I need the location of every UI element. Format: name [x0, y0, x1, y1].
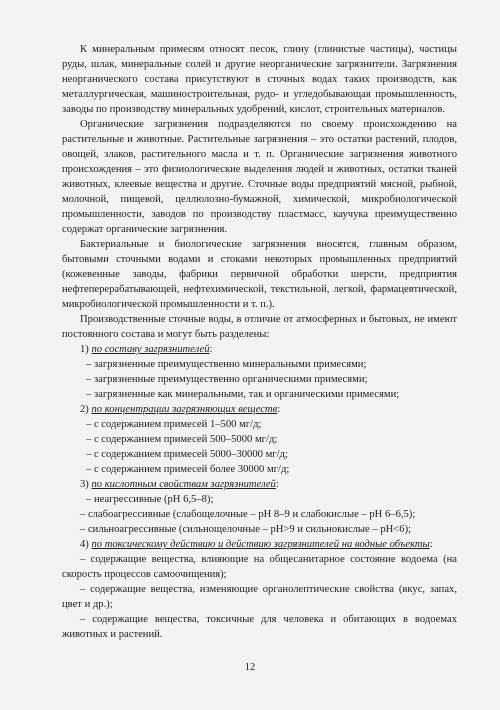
paragraph-industrial: Производственные сточные воды, в отличие от атмосферных и бытовых, не имеют постоянного состава и могут быть разделены: [62, 314, 457, 340]
list-item: – содержащие вещества, влияющие на общесанитарное состояние водоема (на скорость процессов самоочищения); [62, 554, 457, 580]
page-body [62, 42, 457, 642]
list-item: – неагрессивные (pH 6,5–8); [86, 494, 214, 505]
list-item: – слабоагрессивные (слабощелочные – pH 8–9 и слабокислые – pH 6–6,5); [80, 509, 416, 520]
list-item: – с содержанием примесей 5000–30000 мг/д; [86, 449, 288, 460]
section-concentration [62, 402, 457, 477]
section-number: 3) [80, 479, 89, 490]
list-item: – загрязненные как минеральными, так и органическими примесями; [86, 389, 400, 400]
list-item: – с содержанием примесей 500–5000 мг/д; [86, 434, 278, 445]
list-item: – содержащие вещества, токсичные для человека и обитающих в водоемах животных и растений. [62, 614, 457, 640]
paragraph-bacterial: Бактериальные и биологические загрязнения вносятся, главным образом, бытовыми сточными водами и стоками некоторых промышленных предприятий (кожевенные заводы, фабрики первичной обработки шерсти, предприятия нефтеперерабатывающей, нефтехимической, текстильной, легкой, фармацевтической, микробиологической промышленности и т. п.). [62, 239, 457, 310]
section-number: 4) [80, 539, 89, 550]
section-toxicity [62, 537, 457, 642]
section-heading: 3) по кислотным свойствам загрязнителей: [80, 479, 279, 490]
section-composition [62, 342, 457, 402]
list-item: – содержащие вещества, изменяющие органолептические свойства (вкус, запах, цвет и др.); [62, 584, 457, 610]
section-acidity [62, 477, 457, 537]
paragraph-organic: Органические загрязнения подразделяются по своему происхождению на растительные и животные. Растительные загрязнения – это остатки растений, плодов, овощей, злаков, растительного масла и т. п. Органические загрязнения животного происхождения – это физиологические выделения людей и животных, остатки тканей животных, клеевые вещества и другие. Сточные воды предприятий мясной, рыбной, молочной, пищевой, целлюлозно-бумажной, химической, микробиологической промышленности, заводов по производству пластмасс, каучука преимущественно содержат органические загрязнения. [62, 119, 457, 235]
paragraph-mineral: К минеральным примесям относят песок, глину (глинистые частицы), частицы руды, шлак, минеральные солей и другие неорганические загрязнители. Загрязнения неорганического состава присутствуют в сточных водах таких производств, как металлургическая, машиностроительная, рудо- и угледобывающая промышленность, заводы по производству минеральных удобрений, кислот, строительных материалов. [62, 44, 457, 115]
section-heading: 2) по концентрации загрязняющих веществ: [80, 404, 281, 415]
list-item: – с содержанием примесей более 30000 мг/д; [86, 464, 290, 475]
page-number: 12 [244, 662, 256, 673]
list-item: – сильноагрессивные (сильнощелочные – pH>9 и сильнокислые – pH<6); [80, 524, 412, 535]
list-item: – загрязненные преимущественно минеральными примесями; [86, 359, 367, 370]
section-number: 1) [80, 344, 89, 355]
list-item: – загрязненные преимущественно органическими примесями; [86, 374, 368, 385]
section-title: по кислотным свойствам загрязнителей [91, 479, 276, 490]
list-item: – с содержанием примесей 1–500 мг/д; [86, 419, 262, 430]
section-title: по составу загрязнителей [91, 344, 210, 355]
section-heading: 1) по составу загрязнителей: [80, 344, 213, 355]
section-title: по токсическому действию и действию загрязнителей на водные объекты [91, 539, 430, 550]
section-heading: 4) по токсическому действию и действию загрязнителей на водные объекты: [80, 539, 433, 550]
section-number: 2) [80, 404, 89, 415]
section-title: по концентрации загрязняющих веществ [91, 404, 278, 415]
